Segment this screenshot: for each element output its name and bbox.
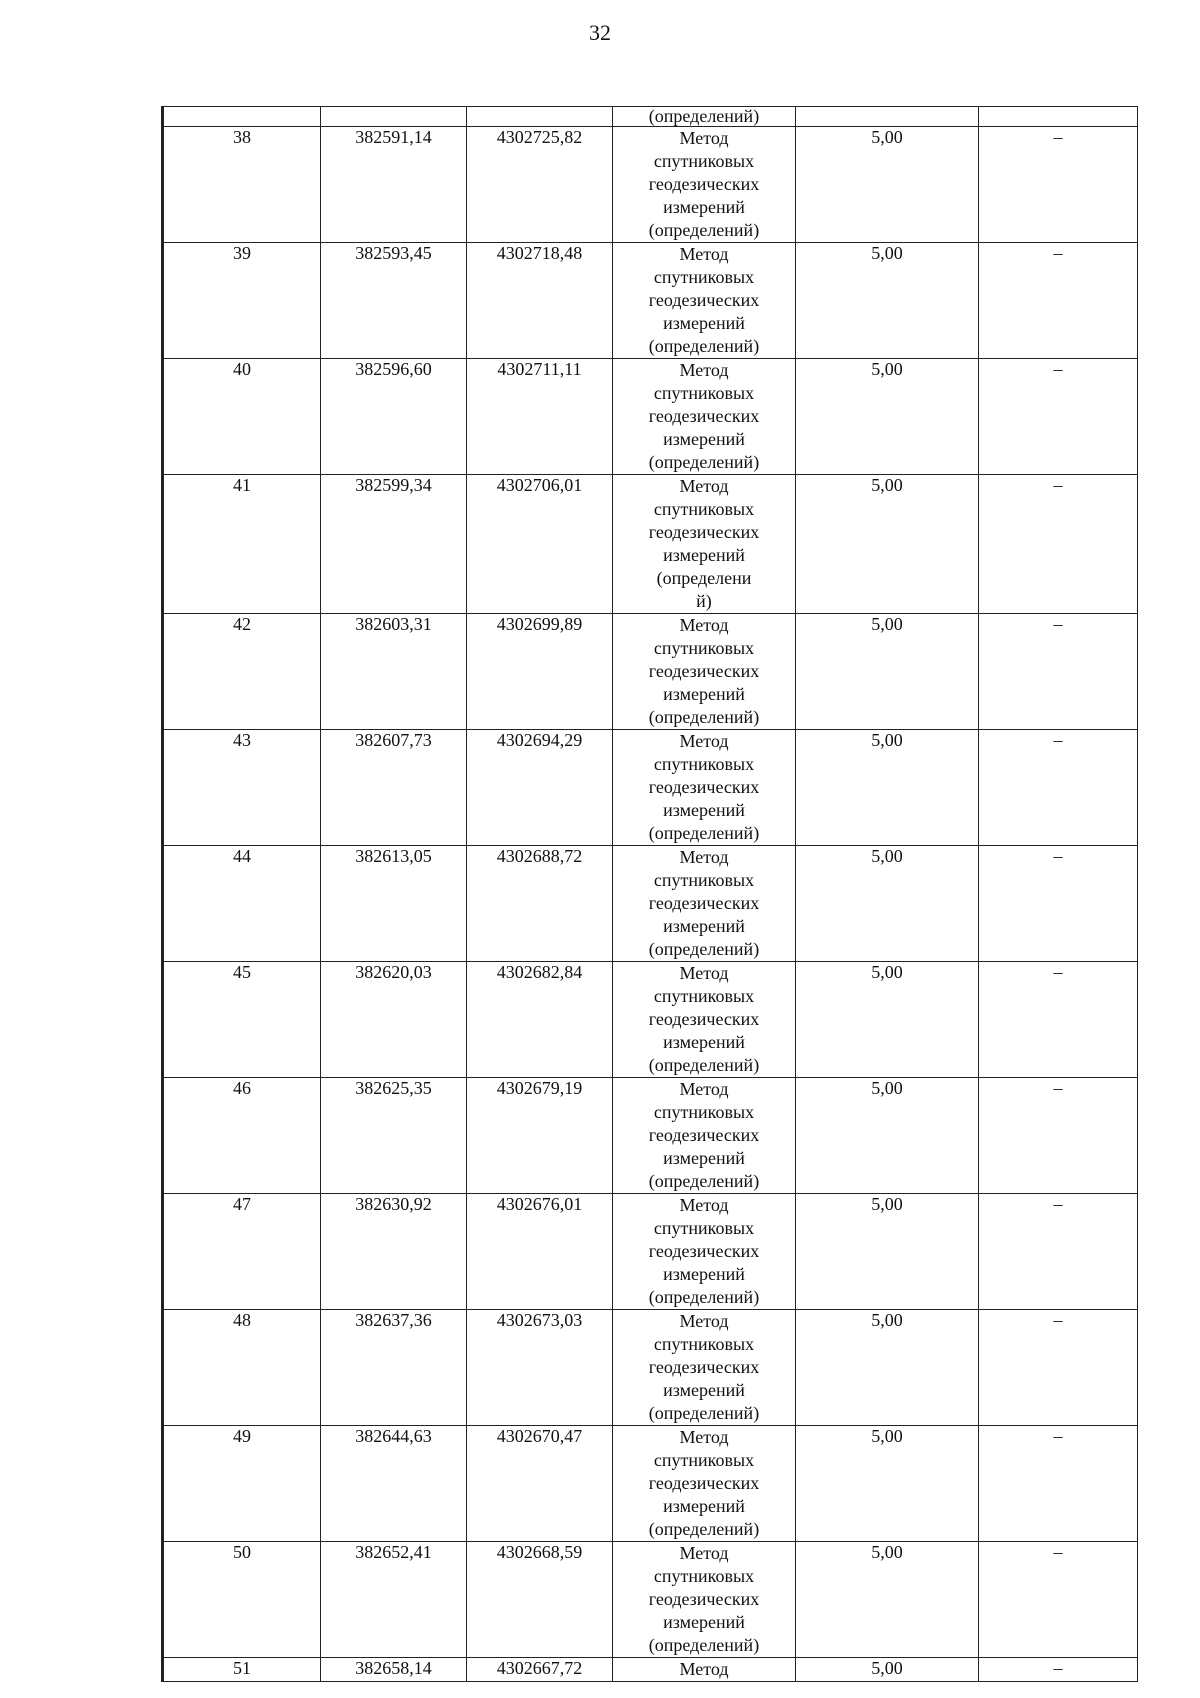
coordinates-table	[161, 106, 1138, 1682]
cell-accuracy: 5,00	[796, 1310, 979, 1426]
method-line: спутниковых	[653, 1566, 755, 1586]
cell-y-coordinate: 4302699,89	[467, 614, 613, 730]
method-line: геодезических	[648, 1589, 760, 1609]
cell-method	[613, 1310, 796, 1426]
cell-y-coordinate: 4302676,01	[467, 1194, 613, 1310]
method-line: (определений)	[648, 336, 760, 356]
method-line: спутниковых	[653, 151, 755, 171]
method-line: измерений	[663, 1496, 745, 1516]
cell-point-number: 45	[163, 962, 321, 1078]
method-line: Метод	[679, 1311, 729, 1331]
table-row	[163, 1194, 1138, 1310]
cell-accuracy: 5,00	[796, 1078, 979, 1194]
cell-accuracy: 5,00	[796, 1542, 979, 1658]
method-line: Метод	[679, 1195, 729, 1215]
method-line: геодезических	[648, 893, 760, 913]
table-row	[163, 127, 1138, 243]
cell-note: –	[979, 243, 1138, 359]
method-line: геодезических	[648, 777, 760, 797]
cell-y-coordinate: 4302679,19	[467, 1078, 613, 1194]
method-line: й)	[696, 591, 712, 611]
table-row	[163, 1426, 1138, 1542]
cell-note: –	[979, 730, 1138, 846]
cell-y	[467, 107, 613, 127]
cell-method	[613, 1542, 796, 1658]
cell-method	[613, 1426, 796, 1542]
cell-accuracy: 5,00	[796, 846, 979, 962]
cell-accuracy: 5,00	[796, 962, 979, 1078]
method-line: Метод	[679, 1079, 729, 1099]
method-line: геодезических	[648, 661, 760, 681]
table-row-continuation	[163, 107, 1138, 127]
method-line: (определений)	[648, 1055, 760, 1075]
cell-note: –	[979, 1310, 1138, 1426]
method-line: измерений	[663, 684, 745, 704]
method-line: (определений)	[648, 1519, 760, 1539]
cell-note: –	[979, 1426, 1138, 1542]
table-row	[163, 1658, 1138, 1682]
cell-y-coordinate: 4302706,01	[467, 475, 613, 614]
cell-accuracy: 5,00	[796, 475, 979, 614]
cell-x-coordinate: 382607,73	[321, 730, 467, 846]
method-line: (определени	[656, 568, 752, 588]
method-line: измерений	[663, 1264, 745, 1284]
cell-method	[613, 614, 796, 730]
method-line: спутниковых	[653, 1102, 755, 1122]
method-line: спутниковых	[653, 1334, 755, 1354]
cell-note: –	[979, 614, 1138, 730]
cell-x-coordinate: 382620,03	[321, 962, 467, 1078]
method-line: Метод	[679, 615, 729, 635]
cell-method	[613, 846, 796, 962]
method-line: геодезических	[648, 1241, 760, 1261]
cell-y-coordinate: 4302673,03	[467, 1310, 613, 1426]
method-line: спутниковых	[653, 986, 755, 1006]
method-line: Метод	[679, 963, 729, 983]
cell-accuracy: 5,00	[796, 1658, 979, 1682]
table-row	[163, 1310, 1138, 1426]
cell-y-coordinate: 4302725,82	[467, 127, 613, 243]
cell-method	[613, 1658, 796, 1682]
method-line: геодезических	[648, 1009, 760, 1029]
table-row	[163, 730, 1138, 846]
method-line: Метод	[679, 476, 729, 496]
cell-point-number: 39	[163, 243, 321, 359]
cell-note: –	[979, 1194, 1138, 1310]
table-row	[163, 243, 1138, 359]
method-line: (определений)	[648, 220, 760, 240]
cell-y-coordinate: 4302682,84	[467, 962, 613, 1078]
cell-point-number: 51	[163, 1658, 321, 1682]
cell-method	[613, 127, 796, 243]
cell-note: –	[979, 1658, 1138, 1682]
method-line: (определений)	[648, 1287, 760, 1307]
method-tail-text: (определений)	[648, 106, 760, 126]
method-line: Метод	[679, 128, 729, 148]
method-line: спутниковых	[653, 499, 755, 519]
cell-accuracy: 5,00	[796, 1194, 979, 1310]
cell-point-number: 44	[163, 846, 321, 962]
method-line: (определений)	[648, 707, 760, 727]
cell-accuracy	[796, 107, 979, 127]
method-line: геодезических	[648, 1473, 760, 1493]
method-line: геодезических	[648, 1357, 760, 1377]
table-row	[163, 846, 1138, 962]
cell-x-coordinate: 382652,41	[321, 1542, 467, 1658]
cell-x-coordinate: 382625,35	[321, 1078, 467, 1194]
cell-method	[613, 730, 796, 846]
method-line: спутниковых	[653, 1218, 755, 1238]
cell-note: –	[979, 1542, 1138, 1658]
table-row	[163, 475, 1138, 614]
cell-y-coordinate: 4302694,29	[467, 730, 613, 846]
method-line: геодезических	[648, 1125, 760, 1145]
cell-y-coordinate: 4302711,11	[467, 359, 613, 475]
method-line: измерений	[663, 1380, 745, 1400]
cell-note: –	[979, 962, 1138, 1078]
method-line: (определений)	[648, 1635, 760, 1655]
method-line: спутниковых	[653, 870, 755, 890]
cell-point-number: 49	[163, 1426, 321, 1542]
method-line: Метод	[679, 847, 729, 867]
cell-y-coordinate: 4302688,72	[467, 846, 613, 962]
method-line: спутниковых	[653, 754, 755, 774]
cell-accuracy: 5,00	[796, 243, 979, 359]
cell-x-coordinate: 382658,14	[321, 1658, 467, 1682]
cell-x-coordinate: 382644,63	[321, 1426, 467, 1542]
cell-y-coordinate: 4302667,72	[467, 1658, 613, 1682]
method-line: Метод	[679, 731, 729, 751]
method-line: измерений	[663, 545, 745, 565]
cell-point-number: 43	[163, 730, 321, 846]
cell-x-coordinate: 382613,05	[321, 846, 467, 962]
method-line: (определений)	[648, 452, 760, 472]
method-line: Метод	[679, 1543, 729, 1563]
cell-note	[979, 107, 1138, 127]
cell-note: –	[979, 127, 1138, 243]
cell-note: –	[979, 475, 1138, 614]
cell-method	[613, 475, 796, 614]
cell-x-coordinate: 382596,60	[321, 359, 467, 475]
cell-x-coordinate: 382593,45	[321, 243, 467, 359]
method-line: спутниковых	[653, 638, 755, 658]
method-line: геодезических	[648, 522, 760, 542]
method-line: (определений)	[648, 1171, 760, 1191]
cell-method	[613, 107, 796, 127]
method-line: (определений)	[648, 1403, 760, 1423]
method-line: геодезических	[648, 290, 760, 310]
cell-note: –	[979, 846, 1138, 962]
coordinates-table-body	[163, 107, 1138, 1682]
method-line: спутниковых	[653, 383, 755, 403]
cell-x-coordinate: 382603,31	[321, 614, 467, 730]
method-line: Метод	[679, 244, 729, 264]
cell-point-number: 41	[163, 475, 321, 614]
cell-method	[613, 962, 796, 1078]
cell-y-coordinate: 4302718,48	[467, 243, 613, 359]
cell-note: –	[979, 359, 1138, 475]
method-line: измерений	[663, 313, 745, 333]
cell-accuracy: 5,00	[796, 1426, 979, 1542]
cell-point-number: 48	[163, 1310, 321, 1426]
method-line: геодезических	[648, 174, 760, 194]
table-row	[163, 359, 1138, 475]
cell-accuracy: 5,00	[796, 359, 979, 475]
cell-accuracy: 5,00	[796, 127, 979, 243]
method-line: спутниковых	[653, 1450, 755, 1470]
cell-method	[613, 1194, 796, 1310]
cell-y-coordinate: 4302670,47	[467, 1426, 613, 1542]
cell-point-number: 50	[163, 1542, 321, 1658]
method-line: измерений	[663, 800, 745, 820]
cell-note: –	[979, 1078, 1138, 1194]
method-line: измерений	[663, 1032, 745, 1052]
cell-accuracy: 5,00	[796, 730, 979, 846]
cell-method	[613, 243, 796, 359]
method-line: (определений)	[648, 823, 760, 843]
method-line: Метод	[679, 360, 729, 380]
method-line: измерений	[663, 429, 745, 449]
cell-x-coordinate: 382591,14	[321, 127, 467, 243]
cell-point-number: 40	[163, 359, 321, 475]
cell-x	[321, 107, 467, 127]
cell-x-coordinate: 382637,36	[321, 1310, 467, 1426]
cell-point-number: 38	[163, 127, 321, 243]
method-line: геодезических	[648, 406, 760, 426]
cell-method	[613, 1078, 796, 1194]
cell-accuracy: 5,00	[796, 614, 979, 730]
method-line: измерений	[663, 1148, 745, 1168]
method-line: измерений	[663, 916, 745, 936]
table-row	[163, 614, 1138, 730]
cell-num	[163, 107, 321, 127]
cell-point-number: 46	[163, 1078, 321, 1194]
cell-y-coordinate: 4302668,59	[467, 1542, 613, 1658]
table-row	[163, 962, 1138, 1078]
cell-x-coordinate: 382630,92	[321, 1194, 467, 1310]
method-line: Метод	[679, 1427, 729, 1447]
cell-method	[613, 359, 796, 475]
table-row	[163, 1078, 1138, 1194]
method-line: спутниковых	[653, 267, 755, 287]
method-line: (определений)	[648, 939, 760, 959]
method-line: Метод	[679, 1659, 729, 1679]
method-line: измерений	[663, 1612, 745, 1632]
cell-point-number: 47	[163, 1194, 321, 1310]
cell-point-number: 42	[163, 614, 321, 730]
page-number: 32	[589, 20, 611, 45]
cell-x-coordinate: 382599,34	[321, 475, 467, 614]
table-row	[163, 1542, 1138, 1658]
method-line: измерений	[663, 197, 745, 217]
